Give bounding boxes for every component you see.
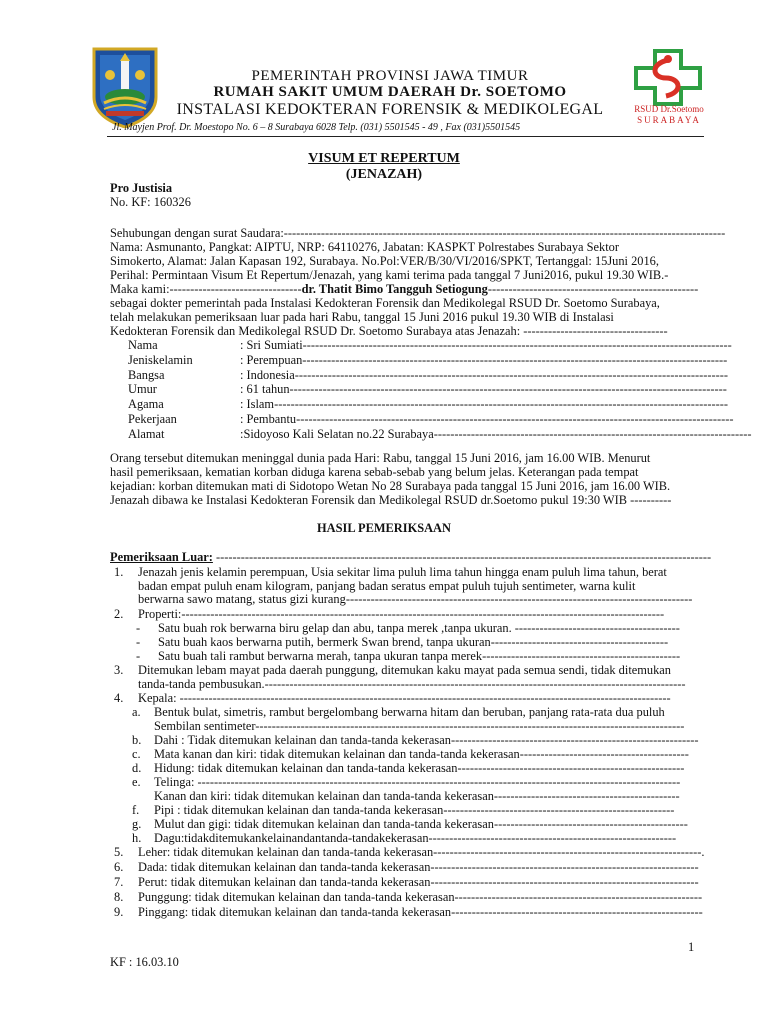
pemeriksaan-luar-label: Pemeriksaan Luar: [110, 550, 213, 564]
finding-text: badan empat puluh enam kilogram, panjang badan seratus empat puluh tujuh sentimeter, warna kulit [138, 578, 636, 593]
kepala-text: Mulut dan gigi: tidak ditemukan kelainan dan tanda-tanda kekerasan----------------------------------------------- [154, 817, 688, 831]
intro-line: Kedokteran Forensik dan Medikolegal RSUD Dr. Soetomo Surabaya atas Jenazah: ----------------------------------- [110, 324, 668, 338]
rsud-logo-text: RSUD Dr.Soetomo [634, 104, 704, 114]
narrative-line: Jenazah dibawa ke Instalasi Kedokteran Forensik dan Medikolegal RSUD dr.Soetomo pukul 19:30 WIB ---------- [110, 493, 672, 507]
identity-value: : Islam-------------------------------------------------------------------------------------------------------------- [240, 397, 728, 412]
header-address: Jl. Mayjen Prof. Dr. Moestopo No. 6 – 8 Surabaya 6028 Telp. (031) 5501545 - 49 , Fax (031)5501545 [112, 122, 521, 133]
jawa-timur-coat-of-arms-logo [90, 45, 160, 129]
intro-line: sebagai dokter pemerintah pada Instalasi Kedokteran Forensik dan Medikolegal RSUD Dr. Soetomo Surabaya, [110, 296, 660, 310]
kepala-letter: f. [132, 803, 140, 817]
intro-line: Simokerto, Alamat: Jalan Kapasan 192, Surabaya. No.Pol:VER/B/30/VI/2016/SPKT, Tertanggal: 15Juni 2016, [110, 254, 659, 268]
kepala-letter: d. [132, 761, 142, 775]
pemeriksaan-luar-line [110, 550, 712, 564]
header-government: PEMERINTAH PROVINSI JAWA TIMUR [251, 68, 529, 84]
kepala-text: Hidung: tidak ditemukan kelainan dan tanda-tanda kekerasan------------------------------------------------------- [154, 761, 685, 775]
finding-text: Perut: tidak ditemukan kelainan dan tanda-tanda kekerasan----------------------------------------------------------------- [138, 875, 699, 889]
finding-number: 5. [114, 845, 124, 859]
narrative-line: hasil pemeriksaan, kematian korban diduga karena sebab-sebab yang belum jelas. Keterangan pada tempat [110, 465, 639, 479]
finding-text: berwarna sawo matang, status gizi kurang------------------------------------------------------------------------------------ [138, 592, 693, 606]
finding-number: 9. [114, 905, 124, 919]
identity-label: Pekerjaan [128, 412, 177, 426]
identity-label: Jeniskelamin [128, 352, 193, 367]
header-hospital: RUMAH SAKIT UMUM DAERAH Dr. SOETOMO [213, 84, 567, 100]
kepala-text: Dahi : Tidak ditemukan kelainan dan tanda-tanda kekerasan------------------------------------------------------------ [154, 733, 699, 747]
intro-line: Sehubungan dengan surat Saudara:----------------------------------------------------------------------------------------------------------- [110, 226, 726, 240]
identity-value: : Sri Sumiati-------------------------------------------------------------------------------------------------------- [240, 338, 732, 352]
finding-text: Kepala: ----------------------------------------------------------------------------------------------------------------------- [138, 691, 671, 705]
no-kf: No. KF: 160326 [110, 195, 191, 209]
document-subtitle: (JENAZAH) [345, 167, 423, 182]
doctor-name: dr. Thatit Bimo Tangguh Setiogung [301, 282, 488, 296]
pemeriksaan-luar-dashes: ------------------------------------------------------------------------------------------------------------------------ [212, 550, 712, 564]
intro-line: telah melakukan pemeriksaan luar pada hari Rabu, tanggal 15 Juni 2016 pukul 19.30 WIB di Instalasi [110, 310, 614, 324]
kepala-letter: e. [132, 775, 141, 789]
properti-bullet: - [136, 635, 141, 649]
identity-value: : Pembantu---------------------------------------------------------------------------------------------------------- [240, 412, 734, 426]
finding-text: tanda-tanda pembusukan.------------------------------------------------------------------------------------------------------ [138, 676, 686, 691]
properti-bullet: - [136, 621, 141, 635]
document-title: VISUM ET REPERTUM [308, 151, 460, 166]
kepala-letter: b. [132, 733, 142, 747]
kepala-text: Telinga: --------------------------------------------------------------------------------------------------------------------- [154, 775, 681, 789]
finding-text: Leher: tidak ditemukan kelainan dan tanda-tanda kekerasan-----------------------------------------------------------------. [138, 845, 705, 859]
identity-label: Agama [128, 397, 164, 412]
kepala-letter: g. [132, 817, 142, 831]
header-divider [107, 136, 704, 137]
identity-label: Nama [128, 338, 158, 352]
identity-value: : Perempuan------------------------------------------------------------------------------------------------------- [240, 352, 728, 367]
finding-number: 3. [114, 663, 124, 677]
properti-item: Satu buah tali rambut berwarna merah, tanpa ukuran tanpa merek------------------------------------------------ [158, 649, 681, 663]
finding-text: Punggung: tidak ditemukan kelainan dan tanda-tanda kekerasan------------------------------------------------------------ [138, 890, 703, 904]
properti-item: Satu buah rok berwarna biru gelap dan abu, tanpa merek ,tanpa ukuran. ---------------------------------------- [158, 621, 680, 635]
finding-text: Ditemukan lebam mayat pada daerah punggung, ditemukan kaku mayat pada semua sendi, tidak ditemukan [138, 663, 671, 677]
kf-code: KF : 16.03.10 [110, 955, 179, 969]
properti-bullet: - [136, 649, 141, 663]
identity-label: Alamat [128, 426, 165, 441]
kepala-text: Dagu:tidakditemukankelainandantanda-tandakekerasan------------------------------------------------------------ [154, 831, 677, 845]
finding-text: Pinggang: tidak ditemukan kelainan dan tanda-tanda kekerasan------------------------------------------------------------- [138, 905, 703, 919]
identity-value: : Indonesia--------------------------------------------------------------------------------------------------------- [240, 367, 728, 382]
intro-line: Perihal: Permintaan Visum Et Repertum/Jenazah, yang kami terima pada tanggal 7 Juni2016, pukul 19.30 WIB.- [110, 268, 669, 282]
identity-label: Bangsa [128, 367, 165, 382]
finding-number: 2. [114, 607, 124, 621]
kepala-letter: h. [132, 831, 142, 845]
finding-number: 1. [114, 565, 124, 579]
rsud-logo-city: SURABAYA [637, 115, 701, 125]
kepala-letter: a. [132, 705, 141, 719]
identity-value: :Sidoyoso Kali Selatan no.22 Surabaya----------------------------------------------------------------------------- [240, 426, 752, 441]
kepala-text: Pipi : tidak ditemukan kelainan dan tanda-tanda kekerasan-------------------------------------------------------- [154, 803, 675, 817]
finding-number: 7. [114, 875, 124, 889]
kepala-letter: c. [132, 747, 141, 761]
kepala-text: Mata kanan dan kiri: tidak ditemukan kelainan dan tanda-tanda kekerasan----------------------------------------- [154, 747, 689, 761]
finding-text: Dada: tidak ditemukan kelainan dan tanda-tanda kekerasan----------------------------------------------------------------- [138, 860, 699, 874]
finding-number: 8. [114, 890, 124, 904]
narrative-line: kejadian: korban ditemukan mati di Sidotopo Wetan No 28 Surabaya pada tanggal 15 Juni 2016, jam 16.00 WIB. [110, 479, 671, 493]
maka-kami-line [110, 282, 705, 296]
finding-text: Properti:--------------------------------------------------------------------------------------------------------------------- [138, 607, 665, 621]
intro-line: Nama: Asmunanto, Pangkat: AIPTU, NRP: 64110276, Jabatan: KASPKT Polrestabes Surabaya Sektor [110, 240, 620, 254]
finding-number: 4. [114, 691, 124, 705]
identity-label: Umur [128, 382, 157, 397]
kepala-text: Sembilan sentimeter-------------------------------------------------------------------------------------------------------- [154, 718, 685, 733]
properti-item: Satu buah kaos berwarna putih, bermerk Swan brend, tanpa ukuran------------------------------------------- [158, 635, 669, 649]
pro-justisia: Pro Justisia [110, 181, 173, 195]
narrative-line: Orang tersebut ditemukan meninggal dunia pada Hari: Rabu, tanggal 15 Juni 2016, jam 16.00 WIB. Menurut [110, 451, 651, 465]
maka-kami-dashes: --------------------------------------------------- [487, 282, 699, 296]
hasil-heading: HASIL PEMERIKSAAN [317, 521, 451, 535]
kepala-text: Kanan dan kiri: tidak ditemukan kelainan dan tanda-tanda kekerasan--------------------------------------------- [154, 788, 680, 803]
rsud-soetomo-logo [628, 48, 708, 106]
finding-number: 6. [114, 860, 124, 874]
maka-kami-label: Maka kami:-------------------------------- [110, 282, 302, 296]
kepala-text: Bentuk bulat, simetris, rambut bergelombang berwarna hitam dan beruban, panjang rata-rata dua puluh [154, 705, 665, 719]
header-department: INSTALASI KEDOKTERAN FORENSIK & MEDIKOLEGAL [176, 101, 604, 118]
page-number: 1 [688, 940, 695, 954]
identity-value: : 61 tahun---------------------------------------------------------------------------------------------------------- [240, 382, 727, 397]
finding-text: Jenazah jenis kelamin perempuan, Usia sekitar lima puluh lima tahun hingga enam puluh lima tahun, berat [138, 565, 667, 579]
